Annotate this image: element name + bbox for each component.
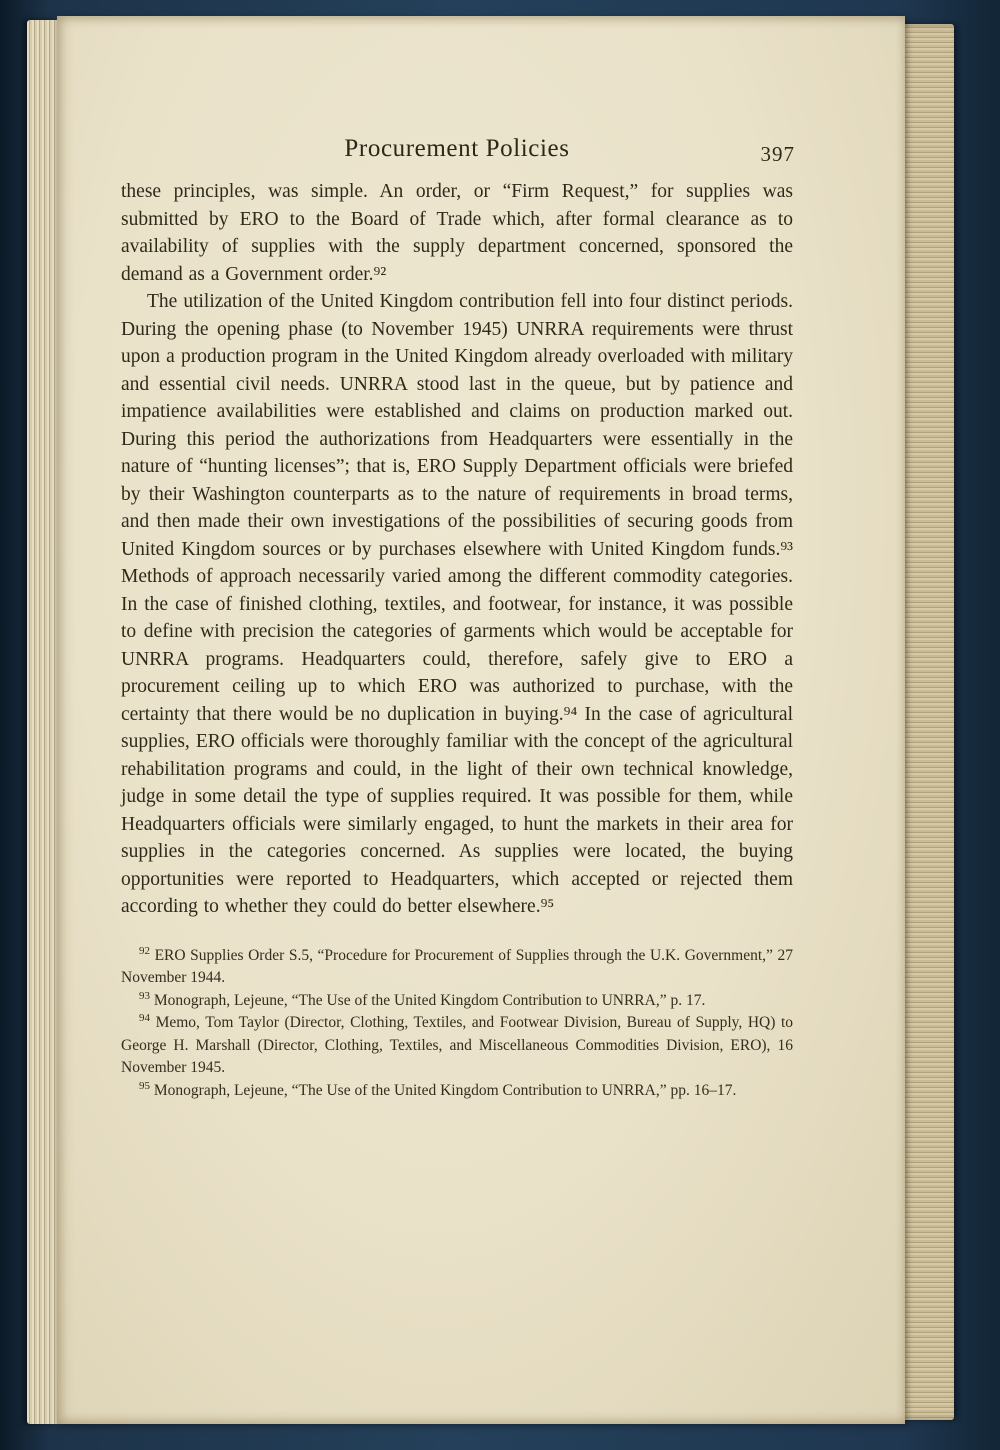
footnote — [121, 1012, 793, 1080]
page-header — [121, 135, 793, 173]
footnote-marker: 92 — [139, 944, 150, 957]
footnote-marker: 95 — [139, 1079, 150, 1092]
footnote — [121, 990, 793, 1013]
page-content — [121, 16, 793, 1102]
footnote-text: ERO Supplies Order S.5, “Procedure for Procurement of Supplies through the U.K. Government,” 27 November 1944. — [121, 946, 793, 986]
footnote-text: Memo, Tom Taylor (Director, Clothing, Textiles, and Footwear Division, Bureau of Supply, HQ) to George H. Marshall (Director, Clothing, Textiles, and Miscellaneous Commodities Division, ERO), 16 November 1945. — [121, 1014, 794, 1076]
footnote-text: Monograph, Lejeune, “The Use of the United Kingdom Contribution to UNRRA,” p. 17. — [153, 991, 706, 1009]
footnotes-section — [121, 945, 793, 1103]
footnote-marker: 94 — [139, 1011, 150, 1024]
page-number: 397 — [760, 142, 795, 166]
footnote-text: Monograph, Lejeune, “The Use of the United Kingdom Contribution to UNRRA,” pp. 16–17. — [153, 1081, 737, 1099]
paragraph: these principles, was simple. An order, or “Firm Request,” for supplies was submitted by ERO to the Board of Trade which, after formal clearance as to availability of supplies with the supply department concerned, sponsored the demand as a Government order.⁹² — [121, 181, 793, 285]
footnote-marker: 93 — [139, 989, 150, 1002]
body-text — [121, 178, 793, 921]
paragraph: The utilization of the United Kingdom contribution fell into four distinct periods. During the opening phase (to November 1945) UNRRA requirements were thrust upon a production program in the United Kingdom already overloaded with military and essential civil needs. UNRRA stood last in the queue, but by patience and impatience availabilities were established and claims on production marked out. During this period the authorizations from Headquarters were essentially in the nature of “hunting licenses”; that is, ERO Supply Department officials were briefed by their Washington counterparts as to the nature of requirements in broad terms, and then made their own investigations of the possibilities of securing goods from United Kingdom sources or by purchases elsewhere with United Kingdom funds.⁹³ Methods of approach necessarily varied among the different commodity categories. In the case of finished clothing, textiles, and footwear, for instance, it was possible to define with precision the categories of garments which would be acceptable for UNRRA programs. Headquarters could, therefore, safely give to ERO a procurement ceiling up to which ERO was authorized to purchase, with the certainty that there would be no duplication in buying.⁹⁴ In the case of agricultural supplies, ERO officials were thoroughly familiar with the concept of the agricultural rehabilitation programs and could, in the light of their own technical knowledge, judge in some detail the type of supplies required. It was possible for them, while Headquarters officials were similarly engaged, to hunt the markets in their area for supplies in the categories concerned. As supplies were located, the buying opportunities were reported to Headquarters, which accepted or rejected them according to whether they could do better elsewhere.⁹⁵ — [121, 291, 793, 917]
footnote — [121, 945, 793, 990]
page-stack-left — [27, 20, 57, 1424]
footnote — [121, 1080, 793, 1103]
book-page — [57, 16, 905, 1424]
page-title: Procurement Policies — [344, 135, 570, 162]
